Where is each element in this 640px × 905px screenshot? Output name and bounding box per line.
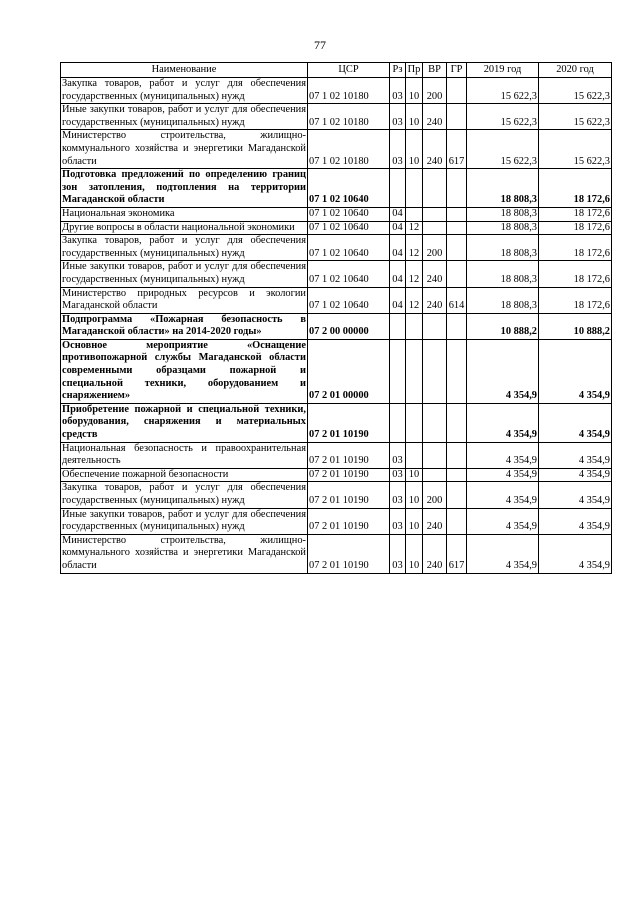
- table-row: [61, 442, 612, 468]
- cell-gr: [447, 221, 467, 235]
- header-2020: 2020 год: [539, 63, 612, 78]
- cell-csr: 07 1 02 10180: [308, 130, 390, 169]
- cell-gr: [447, 313, 467, 339]
- table-row: [61, 261, 612, 287]
- cell-2019: 4 354,9: [467, 534, 539, 573]
- cell-vr: 200: [423, 235, 447, 261]
- cell-name: Иные закупки товаров, работ и услуг для обеспечения государственных (муниципальных) нужд: [61, 104, 308, 130]
- cell-2020: 18 172,6: [539, 261, 612, 287]
- cell-csr: 07 2 01 00000: [308, 339, 390, 403]
- cell-csr: 07 2 01 10190: [308, 482, 390, 508]
- cell-csr: 07 2 01 10190: [308, 468, 390, 482]
- cell-2019: 4 354,9: [467, 482, 539, 508]
- cell-vr: [423, 169, 447, 208]
- cell-name: Обеспечение пожарной безопасности: [61, 468, 308, 482]
- cell-2020: 18 172,6: [539, 169, 612, 208]
- cell-gr: 614: [447, 287, 467, 313]
- cell-pr: [406, 313, 423, 339]
- cell-rz: 03: [390, 508, 406, 534]
- header-name: Наименование: [61, 63, 308, 78]
- cell-2019: 4 354,9: [467, 403, 539, 442]
- cell-gr: [447, 261, 467, 287]
- cell-gr: 617: [447, 534, 467, 573]
- cell-vr: [423, 313, 447, 339]
- cell-vr: [423, 207, 447, 221]
- cell-name: Основное мероприятие «Оснащение противопожарной службы Магаданской области современными образцами пожарной и специальной техники, оборудованием и снаряжением»: [61, 339, 308, 403]
- budget-table: [60, 62, 612, 574]
- cell-gr: [447, 339, 467, 403]
- table-row: [61, 104, 612, 130]
- cell-rz: 03: [390, 468, 406, 482]
- cell-rz: 04: [390, 287, 406, 313]
- table-body: [61, 78, 612, 574]
- cell-rz: 04: [390, 207, 406, 221]
- cell-name: Подпрограмма «Пожарная безопасность в Магаданской области» на 2014-2020 годы»: [61, 313, 308, 339]
- cell-pr: 10: [406, 104, 423, 130]
- cell-pr: 10: [406, 78, 423, 104]
- cell-2020: 4 354,9: [539, 442, 612, 468]
- page-number: 77: [314, 38, 326, 52]
- header-row: [61, 63, 612, 78]
- table-row: [61, 130, 612, 169]
- cell-vr: [423, 442, 447, 468]
- cell-2020: 18 172,6: [539, 287, 612, 313]
- cell-csr: 07 2 00 00000: [308, 313, 390, 339]
- cell-2019: 4 354,9: [467, 508, 539, 534]
- cell-name: Подготовка предложений по определению границ зон затопления, подтопления на территории Магаданской области: [61, 169, 308, 208]
- header-rz: Рз: [390, 63, 406, 78]
- table-row: [61, 221, 612, 235]
- cell-name: Национальная безопасность и правоохранительная деятельность: [61, 442, 308, 468]
- cell-gr: [447, 169, 467, 208]
- header-2019: 2019 год: [467, 63, 539, 78]
- cell-gr: [447, 403, 467, 442]
- cell-gr: [447, 235, 467, 261]
- cell-csr: 07 1 02 10640: [308, 221, 390, 235]
- table-row: [61, 403, 612, 442]
- cell-2020: 4 354,9: [539, 339, 612, 403]
- table-row: [61, 534, 612, 573]
- cell-2019: 18 808,3: [467, 207, 539, 221]
- cell-pr: [406, 442, 423, 468]
- cell-vr: 240: [423, 534, 447, 573]
- cell-name: Другие вопросы в области национальной экономики: [61, 221, 308, 235]
- cell-name: Национальная экономика: [61, 207, 308, 221]
- cell-2019: 4 354,9: [467, 468, 539, 482]
- cell-2019: 10 888,2: [467, 313, 539, 339]
- table-row: [61, 207, 612, 221]
- cell-pr: 12: [406, 221, 423, 235]
- cell-rz: 03: [390, 534, 406, 573]
- cell-csr: 07 2 01 10190: [308, 442, 390, 468]
- cell-rz: 03: [390, 442, 406, 468]
- cell-rz: [390, 169, 406, 208]
- header-csr: ЦСР: [308, 63, 390, 78]
- cell-csr: 07 2 01 10190: [308, 508, 390, 534]
- cell-2019: 18 808,3: [467, 221, 539, 235]
- cell-2020: 15 622,3: [539, 104, 612, 130]
- table-row: [61, 78, 612, 104]
- cell-csr: 07 1 02 10640: [308, 235, 390, 261]
- cell-gr: 617: [447, 130, 467, 169]
- cell-vr: 240: [423, 130, 447, 169]
- cell-vr: 240: [423, 104, 447, 130]
- cell-2020: 4 354,9: [539, 508, 612, 534]
- cell-2019: 18 808,3: [467, 169, 539, 208]
- cell-vr: 200: [423, 482, 447, 508]
- cell-pr: [406, 169, 423, 208]
- header-pr: Пр: [406, 63, 423, 78]
- cell-2019: 4 354,9: [467, 442, 539, 468]
- cell-name: Закупка товаров, работ и услуг для обеспечения государственных (муниципальных) нужд: [61, 78, 308, 104]
- cell-pr: 10: [406, 508, 423, 534]
- cell-rz: 03: [390, 104, 406, 130]
- cell-vr: [423, 403, 447, 442]
- cell-rz: 03: [390, 78, 406, 104]
- cell-pr: [406, 207, 423, 221]
- cell-pr: 12: [406, 287, 423, 313]
- cell-csr: 07 2 01 10190: [308, 534, 390, 573]
- cell-csr: 07 1 02 10640: [308, 169, 390, 208]
- cell-2019: 15 622,3: [467, 78, 539, 104]
- header-gr: ГР: [447, 63, 467, 78]
- cell-vr: 200: [423, 78, 447, 104]
- cell-csr: 07 2 01 10190: [308, 403, 390, 442]
- cell-2019: 15 622,3: [467, 104, 539, 130]
- cell-pr: [406, 403, 423, 442]
- cell-2020: 4 354,9: [539, 482, 612, 508]
- cell-name: Закупка товаров, работ и услуг для обеспечения государственных (муниципальных) нужд: [61, 235, 308, 261]
- cell-pr: 12: [406, 261, 423, 287]
- cell-2019: 18 808,3: [467, 235, 539, 261]
- cell-name: Министерство природных ресурсов и экологии Магаданской области: [61, 287, 308, 313]
- table-row: [61, 287, 612, 313]
- cell-2020: 10 888,2: [539, 313, 612, 339]
- cell-vr: [423, 339, 447, 403]
- cell-gr: [447, 442, 467, 468]
- cell-rz: 03: [390, 482, 406, 508]
- cell-vr: [423, 221, 447, 235]
- cell-gr: [447, 104, 467, 130]
- header-vr: ВР: [423, 63, 447, 78]
- cell-gr: [447, 78, 467, 104]
- cell-pr: 10: [406, 468, 423, 482]
- cell-rz: 04: [390, 261, 406, 287]
- cell-pr: [406, 339, 423, 403]
- cell-csr: 07 1 02 10180: [308, 78, 390, 104]
- cell-vr: 240: [423, 287, 447, 313]
- cell-csr: 07 1 02 10640: [308, 287, 390, 313]
- cell-csr: 07 1 02 10180: [308, 104, 390, 130]
- table-row: [61, 169, 612, 208]
- table-row: [61, 482, 612, 508]
- cell-gr: [447, 207, 467, 221]
- table-row: [61, 508, 612, 534]
- cell-csr: 07 1 02 10640: [308, 207, 390, 221]
- table-row: [61, 468, 612, 482]
- cell-2020: 18 172,6: [539, 235, 612, 261]
- cell-name: Министерство строительства, жилищно-коммунального хозяйства и энергетики Магаданской области: [61, 534, 308, 573]
- cell-name: Министерство строительства, жилищно-коммунального хозяйства и энергетики Магаданской области: [61, 130, 308, 169]
- cell-pr: 10: [406, 130, 423, 169]
- cell-vr: [423, 468, 447, 482]
- cell-gr: [447, 482, 467, 508]
- cell-csr: 07 1 02 10640: [308, 261, 390, 287]
- cell-rz: [390, 339, 406, 403]
- cell-vr: 240: [423, 261, 447, 287]
- cell-pr: 10: [406, 534, 423, 573]
- cell-2020: 15 622,3: [539, 78, 612, 104]
- cell-2020: 18 172,6: [539, 207, 612, 221]
- cell-gr: [447, 468, 467, 482]
- cell-rz: [390, 403, 406, 442]
- table-row: [61, 235, 612, 261]
- cell-vr: 240: [423, 508, 447, 534]
- cell-rz: 04: [390, 235, 406, 261]
- cell-2019: 4 354,9: [467, 339, 539, 403]
- cell-pr: 10: [406, 482, 423, 508]
- cell-2020: 18 172,6: [539, 221, 612, 235]
- table-row: [61, 339, 612, 403]
- cell-2020: 4 354,9: [539, 403, 612, 442]
- cell-2020: 4 354,9: [539, 534, 612, 573]
- cell-name: Приобретение пожарной и специальной техники, оборудования, снаряжения и материальных средств: [61, 403, 308, 442]
- cell-rz: [390, 313, 406, 339]
- cell-2019: 18 808,3: [467, 287, 539, 313]
- cell-name: Закупка товаров, работ и услуг для обеспечения государственных (муниципальных) нужд: [61, 482, 308, 508]
- cell-2020: 4 354,9: [539, 468, 612, 482]
- cell-2019: 18 808,3: [467, 261, 539, 287]
- cell-gr: [447, 508, 467, 534]
- cell-rz: 03: [390, 130, 406, 169]
- cell-2019: 15 622,3: [467, 130, 539, 169]
- cell-name: Иные закупки товаров, работ и услуг для обеспечения государственных (муниципальных) нужд: [61, 261, 308, 287]
- cell-rz: 04: [390, 221, 406, 235]
- cell-pr: 12: [406, 235, 423, 261]
- table-row: [61, 313, 612, 339]
- cell-name: Иные закупки товаров, работ и услуг для обеспечения государственных (муниципальных) нужд: [61, 508, 308, 534]
- cell-2020: 15 622,3: [539, 130, 612, 169]
